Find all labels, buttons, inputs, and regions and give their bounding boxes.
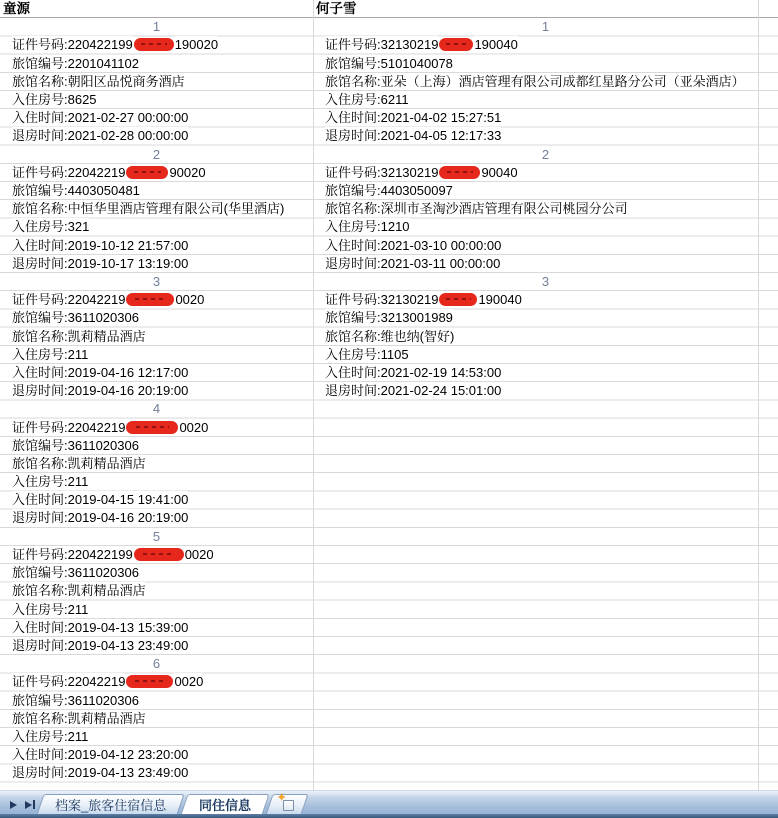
id-number-cell[interactable] — [0, 291, 313, 309]
hotel-name-cell[interactable] — [0, 328, 313, 346]
stay-record — [313, 18, 778, 145]
checkout-time-text: 退房时间:2019-04-13 23:49:00 — [12, 765, 189, 781]
room-number-text: 入住房号:321 — [12, 219, 90, 235]
checkout-time-text: 退房时间:2019-10-17 13:19:00 — [12, 255, 189, 271]
hotel-code-text: 旅馆编号:3213001989 — [325, 310, 453, 326]
tab-archive-guest-stay-info[interactable] — [36, 794, 184, 815]
checkout-time-text: 退房时间:2021-02-28 00:00:00 — [12, 128, 189, 144]
redaction-bar — [134, 38, 174, 51]
checkin-time-text: 入住时间:2021-02-19 14:53:00 — [325, 364, 502, 380]
record-number: 1 — [152, 19, 161, 35]
record-number: 3 — [152, 273, 161, 289]
room-number-text: 入住房号:211 — [12, 728, 89, 744]
id-number-suffix: 0020 — [179, 419, 209, 435]
record-number-cell[interactable] — [0, 273, 313, 291]
record-number-cell[interactable] — [0, 655, 313, 673]
checkin-time-cell[interactable] — [0, 237, 313, 255]
id-number-suffix: 0020 — [175, 292, 205, 308]
hotel-code-cell[interactable] — [313, 182, 778, 200]
room-number-text: 入住房号:211 — [12, 474, 89, 490]
room-number-text: 入住房号:1105 — [325, 346, 409, 362]
id-number-suffix: 0020 — [174, 674, 204, 690]
hotel-code-cell[interactable] — [0, 55, 313, 73]
record-number-cell[interactable] — [0, 18, 313, 36]
checkout-time-cell[interactable] — [313, 255, 778, 273]
stay-record — [0, 528, 313, 655]
new-sheet-star-glyph: ✦ — [277, 792, 287, 804]
record-number-cell[interactable] — [313, 18, 778, 36]
checkout-time-text: 退房时间:2019-04-13 23:49:00 — [12, 637, 189, 653]
room-number-cell[interactable] — [0, 601, 313, 619]
hotel-name-text: 旅馆名称:深圳市圣淘沙酒店管理有限公司桃园分公司 — [325, 201, 628, 217]
hotel-name-text: 旅馆名称:中恒华里酒店管理有限公司(华里酒店) — [12, 201, 285, 217]
id-number-cell[interactable] — [313, 164, 778, 182]
checkout-time-text: 退房时间:2021-02-24 15:01:00 — [325, 383, 502, 399]
record-number: 6 — [152, 656, 161, 672]
scroll-next-tab-button[interactable] — [10, 801, 17, 809]
id-number-suffix: 90040 — [481, 164, 518, 180]
checkout-time-text: 退房时间:2019-04-16 20:19:00 — [12, 510, 189, 526]
hotel-name-cell[interactable] — [0, 200, 313, 218]
room-number-cell[interactable] — [0, 473, 313, 491]
hotel-code-text: 旅馆编号:3611020306 — [12, 437, 139, 453]
room-number-cell[interactable] — [0, 728, 313, 746]
hotel-name-text: 旅馆名称:亚朵（上海）酒店管理有限公司成都红星路分公司（亚朵酒店） — [325, 73, 745, 89]
person-name-header[interactable]: 童源 — [3, 1, 30, 16]
checkin-time-cell[interactable] — [0, 491, 313, 509]
stay-record — [0, 18, 313, 145]
redaction-bar — [439, 293, 477, 306]
id-number-cell[interactable] — [0, 546, 313, 564]
redaction-bar — [439, 38, 473, 51]
stay-record — [0, 273, 313, 400]
hotel-name-cell[interactable] — [0, 582, 313, 600]
checkin-time-text: 入住时间:2019-04-15 19:41:00 — [12, 492, 189, 508]
checkin-time-text: 入住时间:2019-04-12 23:20:00 — [12, 747, 189, 763]
id-number-suffix: 90020 — [169, 164, 206, 180]
id-number-prefix: 证件号码:32130219 — [325, 164, 439, 180]
room-number-cell[interactable] — [313, 346, 778, 364]
checkin-time-text: 入住时间:2021-03-10 00:00:00 — [325, 237, 502, 253]
person-name-header[interactable]: 何子雪 — [316, 1, 357, 16]
record-number: 2 — [152, 146, 161, 162]
record-number-cell[interactable] — [0, 528, 313, 546]
id-number-suffix: 190040 — [474, 37, 518, 53]
checkout-time-text: 退房时间:2019-04-16 20:19:00 — [12, 383, 189, 399]
scroll-last-tab-button[interactable] — [25, 800, 35, 809]
hotel-name-text: 旅馆名称:凯莉精品酒店 — [12, 328, 146, 344]
stay-record — [313, 146, 778, 273]
hotel-code-text: 旅馆编号:3611020306 — [12, 565, 139, 581]
room-number-text: 入住房号:211 — [12, 601, 89, 617]
checkout-time-cell[interactable] — [0, 637, 313, 655]
id-number-cell[interactable] — [313, 291, 778, 309]
hotel-name-cell[interactable] — [0, 455, 313, 473]
id-number-prefix: 证件号码:22042219 — [12, 164, 126, 180]
id-number-suffix: 190040 — [478, 292, 522, 308]
stay-record — [313, 273, 778, 400]
hotel-name-cell[interactable] — [313, 73, 778, 91]
record-number: 1 — [541, 19, 550, 35]
hotel-code-text: 旅馆编号:4403050097 — [325, 182, 453, 198]
checkout-time-cell[interactable] — [0, 382, 313, 400]
stay-record — [0, 146, 313, 273]
id-number-prefix: 证件号码:22042219 — [12, 292, 126, 308]
record-number-cell[interactable] — [313, 146, 778, 164]
record-number-cell[interactable] — [313, 273, 778, 291]
checkin-time-text: 入住时间:2021-02-27 00:00:00 — [12, 110, 189, 126]
id-number-cell[interactable] — [0, 36, 313, 54]
checkin-time-cell[interactable] — [313, 109, 778, 127]
room-number-cell[interactable] — [0, 346, 313, 364]
room-number-text: 入住房号:6211 — [325, 91, 409, 107]
hotel-name-cell[interactable] — [313, 328, 778, 346]
hotel-code-text: 旅馆编号:2201041102 — [12, 55, 139, 71]
checkout-time-cell[interactable] — [0, 127, 313, 145]
checkout-time-text: 退房时间:2021-03-11 00:00:00 — [325, 255, 501, 271]
redaction-bar — [134, 548, 184, 561]
hotel-code-text: 旅馆编号:3611020306 — [12, 310, 139, 326]
record-number: 5 — [152, 528, 161, 544]
hotel-name-text: 旅馆名称:维也纳(智好) — [325, 328, 455, 344]
checkout-time-text: 退房时间:2021-04-05 12:17:33 — [325, 128, 502, 144]
room-number-cell[interactable] — [0, 218, 313, 236]
stay-record — [0, 655, 313, 782]
id-number-suffix: 190020 — [174, 37, 219, 53]
tab-cohabit-info[interactable] — [181, 794, 270, 815]
record-number: 4 — [152, 401, 161, 417]
hotel-code-cell[interactable] — [313, 55, 778, 73]
room-number-text: 入住房号:1210 — [325, 219, 410, 235]
redaction-bar — [126, 166, 168, 179]
tab-scroll-buttons — [10, 800, 35, 809]
stay-record — [0, 400, 313, 527]
sheet-tabs — [40, 794, 305, 815]
id-number-prefix: 证件号码:220422199 — [12, 546, 133, 562]
checkin-time-text: 入住时间:2019-04-13 15:39:00 — [12, 619, 189, 635]
checkin-time-text: 入住时间:2021-04-02 15:27:51 — [325, 110, 502, 126]
hotel-name-text: 旅馆名称:凯莉精品酒店 — [12, 710, 146, 726]
next-arrow-icon — [10, 801, 17, 809]
tab-bar-bottom-edge — [0, 814, 778, 818]
hotel-name-text: 旅馆名称:朝阳区品悦商务酒店 — [12, 73, 185, 89]
room-number-cell[interactable] — [313, 91, 778, 109]
record-number-cell[interactable] — [0, 400, 313, 418]
id-number-cell[interactable] — [0, 419, 313, 437]
last-arrow-bar — [33, 800, 35, 809]
redaction-bar — [126, 421, 178, 434]
checkin-time-cell[interactable] — [0, 364, 313, 382]
id-number-prefix: 证件号码:22042219 — [12, 674, 126, 690]
checkin-time-cell[interactable] — [313, 364, 778, 382]
hotel-name-cell[interactable] — [0, 73, 313, 91]
hotel-code-cell[interactable] — [313, 309, 778, 327]
checkin-time-text: 入住时间:2019-10-12 21:57:00 — [12, 237, 189, 253]
checkin-time-text: 入住时间:2019-04-16 12:17:00 — [12, 364, 189, 380]
id-number-prefix: 证件号码:22042219 — [12, 419, 126, 435]
checkout-time-cell[interactable] — [0, 509, 313, 527]
insert-worksheet-icon — [277, 792, 294, 811]
record-number-cell[interactable] — [0, 146, 313, 164]
id-number-cell[interactable] — [0, 673, 313, 691]
checkout-time-cell[interactable] — [0, 764, 313, 782]
room-number-cell[interactable] — [0, 91, 313, 109]
id-number-cell[interactable] — [0, 164, 313, 182]
id-number-prefix: 证件号码:32130219 — [325, 37, 439, 53]
tab-label: 同住信息 — [199, 798, 252, 813]
tab-label: 档案_旅客住宿信息 — [55, 798, 167, 813]
hotel-name-text: 旅馆名称:凯莉精品酒店 — [12, 455, 146, 471]
hotel-code-cell[interactable] — [0, 309, 313, 327]
checkin-time-cell[interactable] — [313, 237, 778, 255]
hotel-code-cell[interactable] — [0, 437, 313, 455]
checkin-time-cell[interactable] — [0, 746, 313, 764]
checkin-time-cell[interactable] — [0, 619, 313, 637]
hotel-code-cell[interactable] — [0, 564, 313, 582]
record-number: 2 — [541, 146, 550, 162]
hotel-name-cell[interactable] — [0, 710, 313, 728]
checkout-time-cell[interactable] — [313, 382, 778, 400]
record-number: 3 — [541, 273, 550, 289]
id-number-prefix: 证件号码:32130219 — [325, 292, 439, 308]
last-arrow-icon — [25, 801, 32, 809]
insert-worksheet-tab[interactable] — [266, 794, 309, 815]
hotel-code-text: 旅馆编号:4403050481 — [12, 182, 140, 198]
hotel-code-cell[interactable] — [0, 692, 313, 710]
id-number-prefix: 证件号码:220422199 — [12, 37, 133, 53]
checkin-time-cell[interactable] — [0, 109, 313, 127]
checkout-time-cell[interactable] — [0, 255, 313, 273]
redaction-bar — [126, 675, 173, 688]
redaction-bar — [126, 293, 174, 306]
room-number-text: 入住房号:8625 — [12, 91, 97, 107]
checkout-time-cell[interactable] — [313, 127, 778, 145]
hotel-code-text: 旅馆编号:3611020306 — [12, 692, 139, 708]
person-column-hezixue — [313, 0, 778, 400]
room-number-cell[interactable] — [313, 218, 778, 236]
hotel-code-text: 旅馆编号:5101040078 — [325, 55, 453, 71]
person-column-tongyuan — [0, 0, 313, 783]
hotel-code-cell[interactable] — [0, 182, 313, 200]
room-number-text: 入住房号:211 — [12, 346, 89, 362]
redaction-bar — [439, 166, 480, 179]
sheet-tab-bar — [0, 790, 778, 818]
hotel-name-cell[interactable] — [313, 200, 778, 218]
hotel-name-text: 旅馆名称:凯莉精品酒店 — [12, 583, 146, 599]
id-number-cell[interactable] — [313, 36, 778, 54]
id-number-suffix: 0020 — [184, 546, 214, 562]
